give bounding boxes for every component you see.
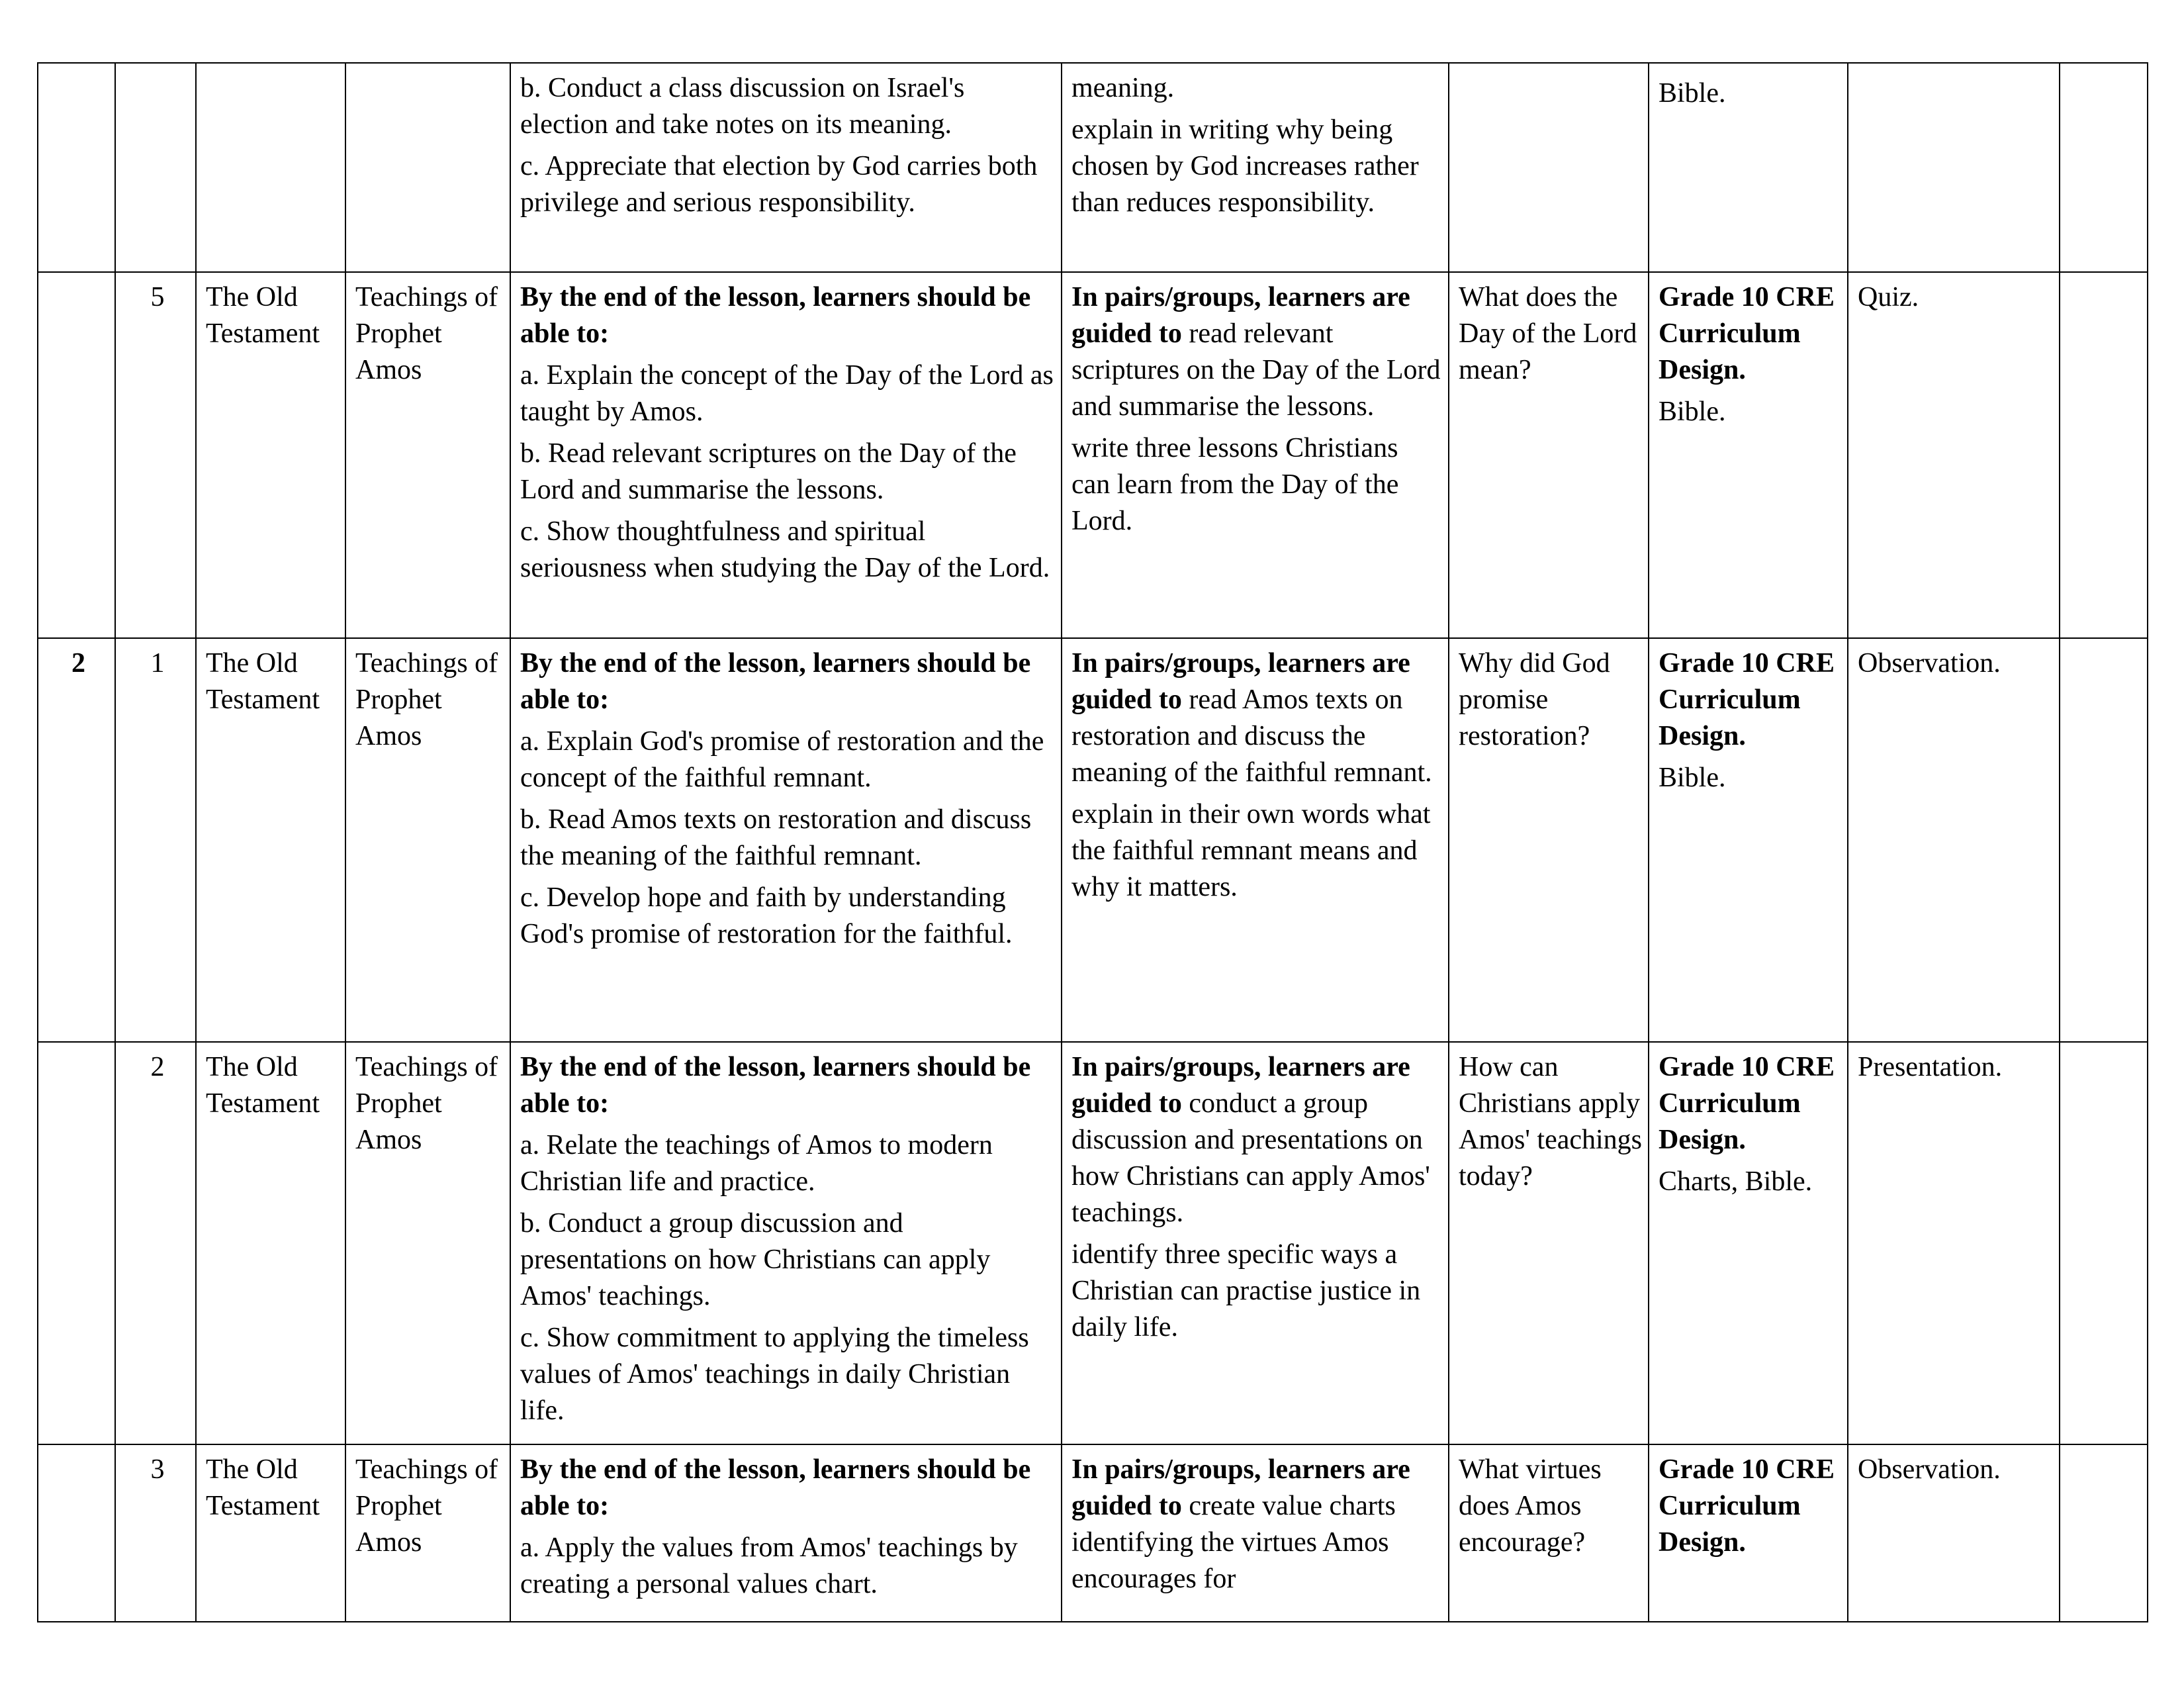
sub-strand-cell: Teachings of Prophet Amos bbox=[345, 638, 510, 1042]
week-cell bbox=[38, 1444, 115, 1622]
learning-experiences-cell bbox=[1062, 63, 1449, 272]
learning-outcomes-cell bbox=[510, 1042, 1062, 1444]
key-inquiry-question-cell: How can Christians apply Amos' teachings today? bbox=[1449, 1042, 1649, 1444]
resources-primary: Grade 10 CRE Curriculum Design. bbox=[1659, 282, 1835, 385]
assessment-cell bbox=[1848, 63, 2060, 272]
strand-cell: The Old Testament bbox=[196, 638, 345, 1042]
remarks-cell bbox=[2060, 63, 2148, 272]
experience-body: read Amos texts on restoration and discuss the meaning of the faithful remnant. bbox=[1071, 684, 1432, 788]
remarks-cell bbox=[2060, 1042, 2148, 1444]
experience-body: read relevant scriptures on the Day of the Lord and summarise the lessons. bbox=[1071, 318, 1441, 422]
learning-experiences-cell bbox=[1062, 272, 1449, 638]
table-row bbox=[38, 638, 2148, 1042]
experience-text bbox=[1071, 70, 1443, 107]
experience-lead: In pairs/groups, learners are guided to bbox=[1071, 1454, 1410, 1521]
outcome-item: b. Read Amos texts on restoration and discuss the meaning of the faithful remnant. bbox=[520, 804, 1032, 871]
experience-text bbox=[1071, 1049, 1443, 1231]
experience-body: create value charts identifying the virtues Amos encourages for bbox=[1071, 1491, 1396, 1594]
strand-cell: The Old Testament bbox=[196, 272, 345, 638]
resources-cell bbox=[1649, 1444, 1848, 1622]
week-cell bbox=[38, 272, 115, 638]
assessment-cell: Quiz. bbox=[1848, 272, 2060, 638]
learning-outcomes-cell bbox=[510, 638, 1062, 1042]
resources-primary: Grade 10 CRE Curriculum Design. bbox=[1659, 1454, 1835, 1558]
resources-primary: Grade 10 CRE Curriculum Design. bbox=[1659, 1052, 1835, 1155]
lesson-cell bbox=[115, 63, 196, 272]
table-row bbox=[38, 63, 2148, 272]
sub-strand-cell: Teachings of Prophet Amos bbox=[345, 1444, 510, 1622]
resources-cell bbox=[1649, 638, 1848, 1042]
learning-experiences-cell bbox=[1062, 1042, 1449, 1444]
table-row bbox=[38, 1042, 2148, 1444]
experience-extra: identify three specific ways a Christian can practise justice in daily life. bbox=[1071, 1239, 1421, 1342]
assessment-cell: Observation. bbox=[1848, 638, 2060, 1042]
sub-strand-cell: Teachings of Prophet Amos bbox=[345, 272, 510, 638]
outcome-item: a. Explain God's promise of restoration and the concept of the faithful remnant. bbox=[520, 726, 1044, 793]
assessment-cell: Presentation. bbox=[1848, 1042, 2060, 1444]
resources-secondary: Bible. bbox=[1659, 397, 1726, 427]
outcome-item: c. Show commitment to applying the timeless values of Amos' teachings in daily Christian life. bbox=[520, 1323, 1029, 1426]
resources-cell bbox=[1649, 272, 1848, 638]
strand-cell bbox=[196, 63, 345, 272]
experience-extra: explain in their own words what the faithful remnant means and why it matters. bbox=[1071, 799, 1431, 902]
outcome-item: a. Relate the teachings of Amos to modern Christian life and practice. bbox=[520, 1130, 993, 1197]
table-row bbox=[38, 1444, 2148, 1622]
sub-strand-cell bbox=[345, 63, 510, 272]
scheme-of-work-table bbox=[37, 62, 2148, 1622]
strand-cell: The Old Testament bbox=[196, 1444, 345, 1622]
table-row bbox=[38, 272, 2148, 638]
assessment-cell: Observation. bbox=[1848, 1444, 2060, 1622]
experience-lead: In pairs/groups, learners are guided to bbox=[1071, 648, 1410, 715]
outcomes-heading: By the end of the lesson, learners should be able to: bbox=[520, 1454, 1031, 1521]
lesson-cell: 2 bbox=[115, 1042, 196, 1444]
resources-cell bbox=[1649, 1042, 1848, 1444]
outcome-item: a. Explain the concept of the Day of the Lord as taught by Amos. bbox=[520, 360, 1054, 427]
week-cell bbox=[38, 63, 115, 272]
experience-extra: explain in writing why being chosen by God increases rather than reduces responsibility. bbox=[1071, 115, 1419, 218]
experience-text bbox=[1071, 645, 1443, 791]
table-body bbox=[38, 63, 2148, 1622]
resources-primary: Grade 10 CRE Curriculum Design. bbox=[1659, 648, 1835, 751]
remarks-cell bbox=[2060, 272, 2148, 638]
outcome-item: b. Conduct a group discussion and presentations on how Christians can apply Amos' teachings. bbox=[520, 1208, 991, 1311]
remarks-cell bbox=[2060, 638, 2148, 1042]
lesson-cell: 5 bbox=[115, 272, 196, 638]
outcomes-heading: By the end of the lesson, learners should be able to: bbox=[520, 282, 1031, 349]
experience-body: meaning. bbox=[1071, 73, 1175, 103]
learning-experiences-cell bbox=[1062, 638, 1449, 1042]
strand-cell: The Old Testament bbox=[196, 1042, 345, 1444]
resources-secondary: Bible. bbox=[1659, 763, 1726, 793]
week-cell bbox=[38, 1042, 115, 1444]
lesson-cell: 1 bbox=[115, 638, 196, 1042]
outcome-item: c. Develop hope and faith by understanding God's promise of restoration for the faithful. bbox=[520, 882, 1013, 949]
key-inquiry-question-cell: What virtues does Amos encourage? bbox=[1449, 1444, 1649, 1622]
learning-outcomes-cell bbox=[510, 63, 1062, 272]
key-inquiry-question-cell: What does the Day of the Lord mean? bbox=[1449, 272, 1649, 638]
key-inquiry-question-cell bbox=[1449, 63, 1649, 272]
remarks-cell bbox=[2060, 1444, 2148, 1622]
outcome-item: b. Read relevant scriptures on the Day of the Lord and summarise the lessons. bbox=[520, 438, 1017, 505]
learning-outcomes-cell bbox=[510, 1444, 1062, 1622]
resources-secondary: Bible. bbox=[1659, 78, 1726, 109]
sub-strand-cell: Teachings of Prophet Amos bbox=[345, 1042, 510, 1444]
outcome-item: b. Conduct a class discussion on Israel's election and take notes on its meaning. bbox=[520, 73, 965, 140]
learning-outcomes-cell bbox=[510, 272, 1062, 638]
week-cell: 2 bbox=[38, 638, 115, 1042]
outcome-item: a. Apply the values from Amos' teachings by creating a personal values chart. bbox=[520, 1532, 1018, 1599]
experience-lead: In pairs/groups, learners are guided to bbox=[1071, 1052, 1410, 1119]
experience-text bbox=[1071, 1452, 1443, 1597]
outcome-item: c. Show thoughtfulness and spiritual seriousness when studying the Day of the Lord. bbox=[520, 516, 1050, 583]
resources-cell bbox=[1649, 63, 1848, 272]
lesson-cell: 3 bbox=[115, 1444, 196, 1622]
scheme-of-work-page bbox=[37, 62, 2147, 1622]
experience-text bbox=[1071, 279, 1443, 425]
key-inquiry-question-cell: Why did God promise restoration? bbox=[1449, 638, 1649, 1042]
outcome-item: c. Appreciate that election by God carries both privilege and serious responsibility. bbox=[520, 151, 1038, 218]
outcomes-heading: By the end of the lesson, learners should be able to: bbox=[520, 648, 1031, 715]
experience-extra: write three lessons Christians can learn from the Day of the Lord. bbox=[1071, 433, 1399, 536]
experience-body: conduct a group discussion and presentations on how Christians can apply Amos' teachings. bbox=[1071, 1088, 1430, 1228]
resources-secondary: Charts, Bible. bbox=[1659, 1166, 1813, 1197]
outcomes-heading: By the end of the lesson, learners should be able to: bbox=[520, 1052, 1031, 1119]
experience-lead: In pairs/groups, learners are guided to bbox=[1071, 282, 1410, 349]
learning-experiences-cell bbox=[1062, 1444, 1449, 1622]
